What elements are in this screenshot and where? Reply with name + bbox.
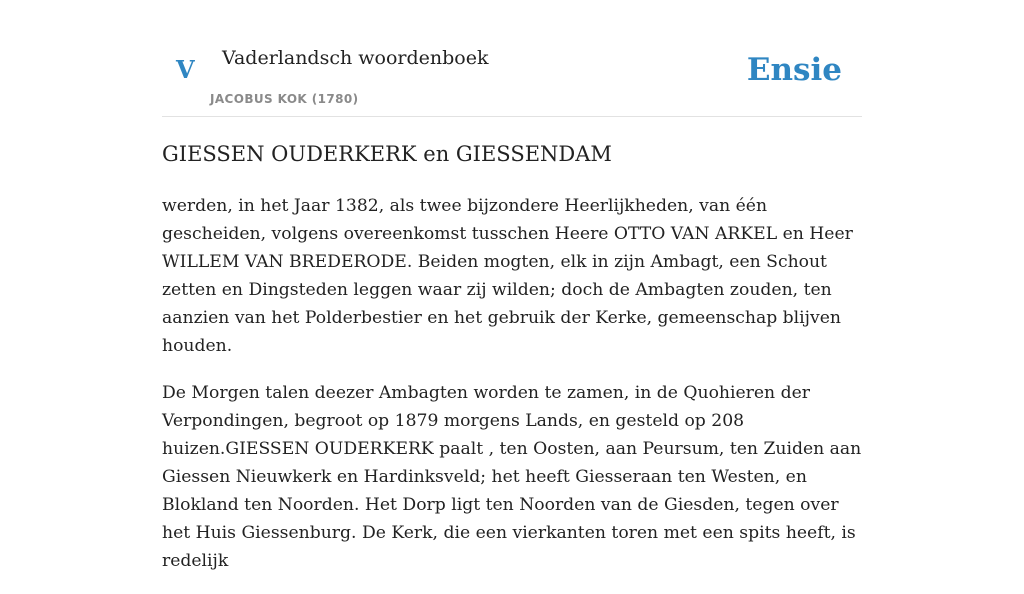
entry-title: GIESSEN OUDERKERK en GIESSENDAM [162, 142, 612, 166]
entry-body [162, 192, 864, 594]
ensie-logo[interactable]: Ensie [746, 52, 842, 88]
book-badge[interactable]: V [176, 55, 195, 84]
entry-paragraph-2: De Morgen talen deezer Ambagten worden te zamen, in de Quohieren der Verpondingen, begroot op 1879 morgens Lands, en gesteld op 208 huizen.GIESSEN OUDERKERK paalt , ten Oosten, aan Peursum, ten Zuiden aan Giessen Nieuwkerk en Hardinksveld; het heeft Giesseraan ten Westen, en Blokland ten Noorden. Het Dorp ligt ten Noorden van de Giesden, tegen over het Huis Giessenburg. De Kerk, die een vierkanten toren met een spits heeft, is redelijk [162, 383, 862, 571]
book-author: JACOBUS KOK (1780) [210, 92, 359, 106]
entry-paragraph-1: werden, in het Jaar 1382, als twee bijzondere Heerlijkheden, van één gescheiden, volgens overeenkomst tusschen Heere OTTO VAN ARKEL en Heer WILLEM VAN BREDERODE. Beiden mogten, elk in zijn Ambagt, een Schout zetten en Dingsteden leggen waar zij wilden; doch de Ambagten zouden, ten aanzien van het Polderbestier en het gebruik der Kerke, gemeenschap blijven houden. [162, 196, 853, 356]
page-header [162, 0, 862, 117]
book-title-link[interactable]: Vaderlandsch woordenboek [222, 47, 489, 69]
